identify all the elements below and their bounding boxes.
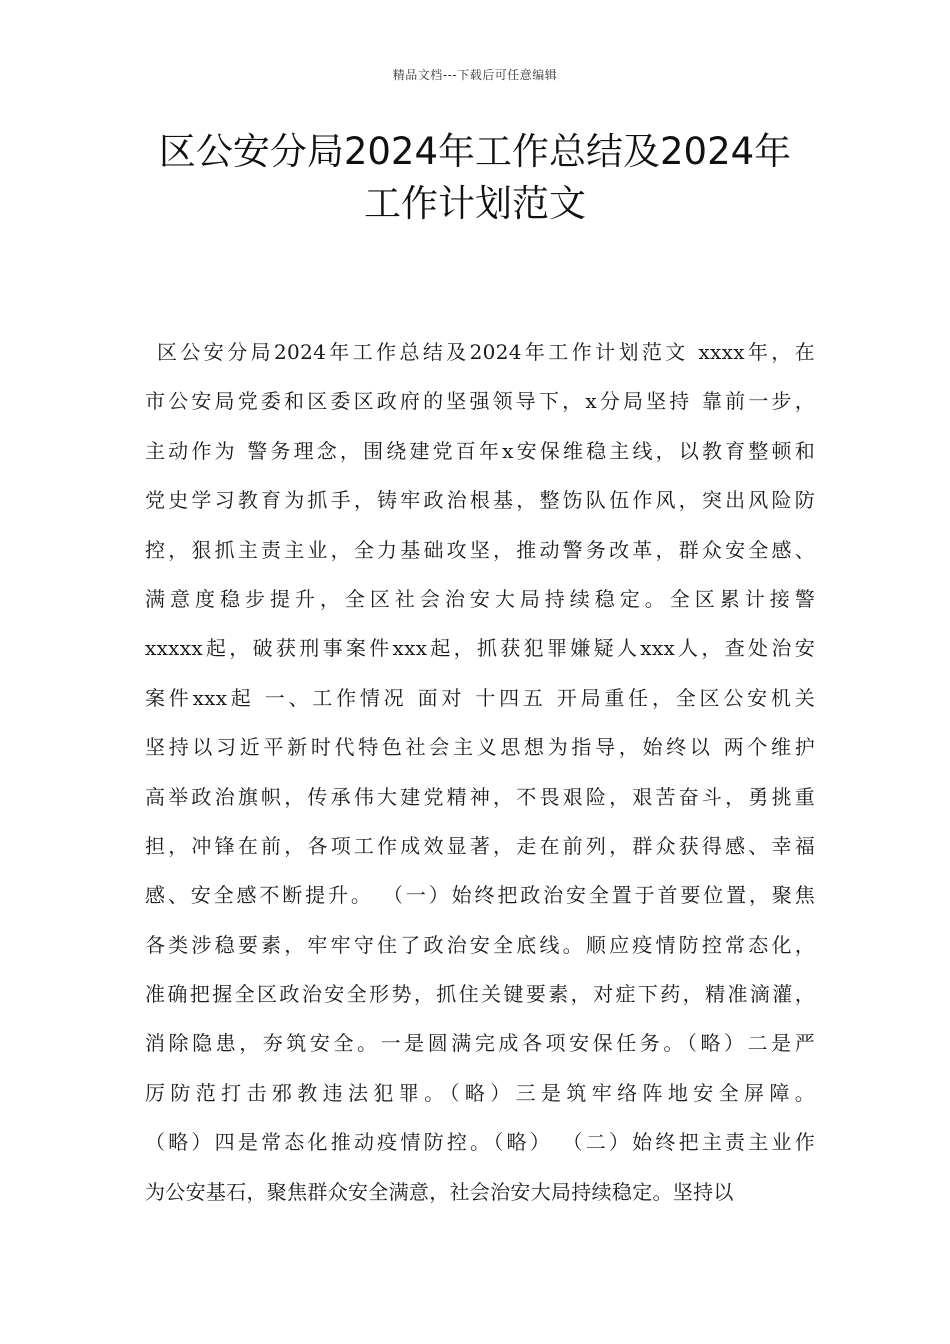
body-line: 为公安基石，聚焦群众安全满意，社会治安大局持续稳定。坚持以 [145, 1179, 734, 1204]
body-line: 高举政治旗帜，传承伟大建党精神，不畏艰险，艰苦奋斗，勇挑重 [145, 784, 815, 809]
body-line: 感、安全感不断提升。 （一）始终把政治安全置于首要位置，聚焦 [145, 883, 815, 908]
body-line: 区公安分局2024年工作总结及2024年工作计划范文 xxxx年，在 [157, 340, 815, 364]
body-line: 坚持以习近平新时代特色社会主义思想为指导，始终以 两个维护 [145, 735, 815, 760]
header-note: 精品文档---下载后可任意编辑 [392, 68, 558, 82]
body-line: 案件xxx起 一、工作情况 面对 十四五 开局重任，全区公安机关 [145, 685, 815, 710]
body-line: 市公安局党委和区委区政府的坚强领导下，x分局坚持 靠前一步， [145, 389, 815, 414]
body-line: xxxxx起，破获刑事案件xxx起，抓获犯罪嫌疑人xxx人，查处治安 [145, 636, 815, 661]
body-line: 各类涉稳要素，牢牢守住了政治安全底线。顺应疫情防控常态化， [145, 932, 815, 957]
body-line: 准确把握全区政治安全形势，抓住关键要素，对症下药，精准滴灌， [145, 982, 815, 1007]
body-line: 满意度稳步提升，全区社会治安大局持续稳定。全区累计接警 [145, 586, 815, 611]
document-title-line-2: 工作计划范文 [364, 182, 586, 225]
body-line: 党史学习教育为抓手，铸牢政治根基，整饬队伍作风，突出风险防 [145, 488, 815, 513]
body-line: 消除隐患，夯筑安全。一是圆满完成各项安保任务。（略）二是严 [145, 1031, 815, 1056]
body-line: （略）四是常态化推动疫情防控。（略） （二）始终把主责主业作 [145, 1130, 815, 1155]
body-line: 主动作为 警务理念，围绕建党百年x安保维稳主线，以教育整顿和 [145, 438, 815, 463]
document-title-line-1: 区公安分局2024年工作总结及2024年 [158, 130, 792, 173]
body-line: 担，冲锋在前，各项工作成效显著，走在前列，群众获得感、幸福 [145, 833, 815, 858]
document-body [145, 328, 815, 1217]
body-line: 控，狠抓主责主业，全力基础攻坚，推动警务改革，群众安全感、 [145, 537, 815, 562]
body-line: 厉防范打击邪教违法犯罪。（略）三是筑牢络阵地安全屏障。 [145, 1080, 815, 1105]
document-title [0, 126, 950, 230]
